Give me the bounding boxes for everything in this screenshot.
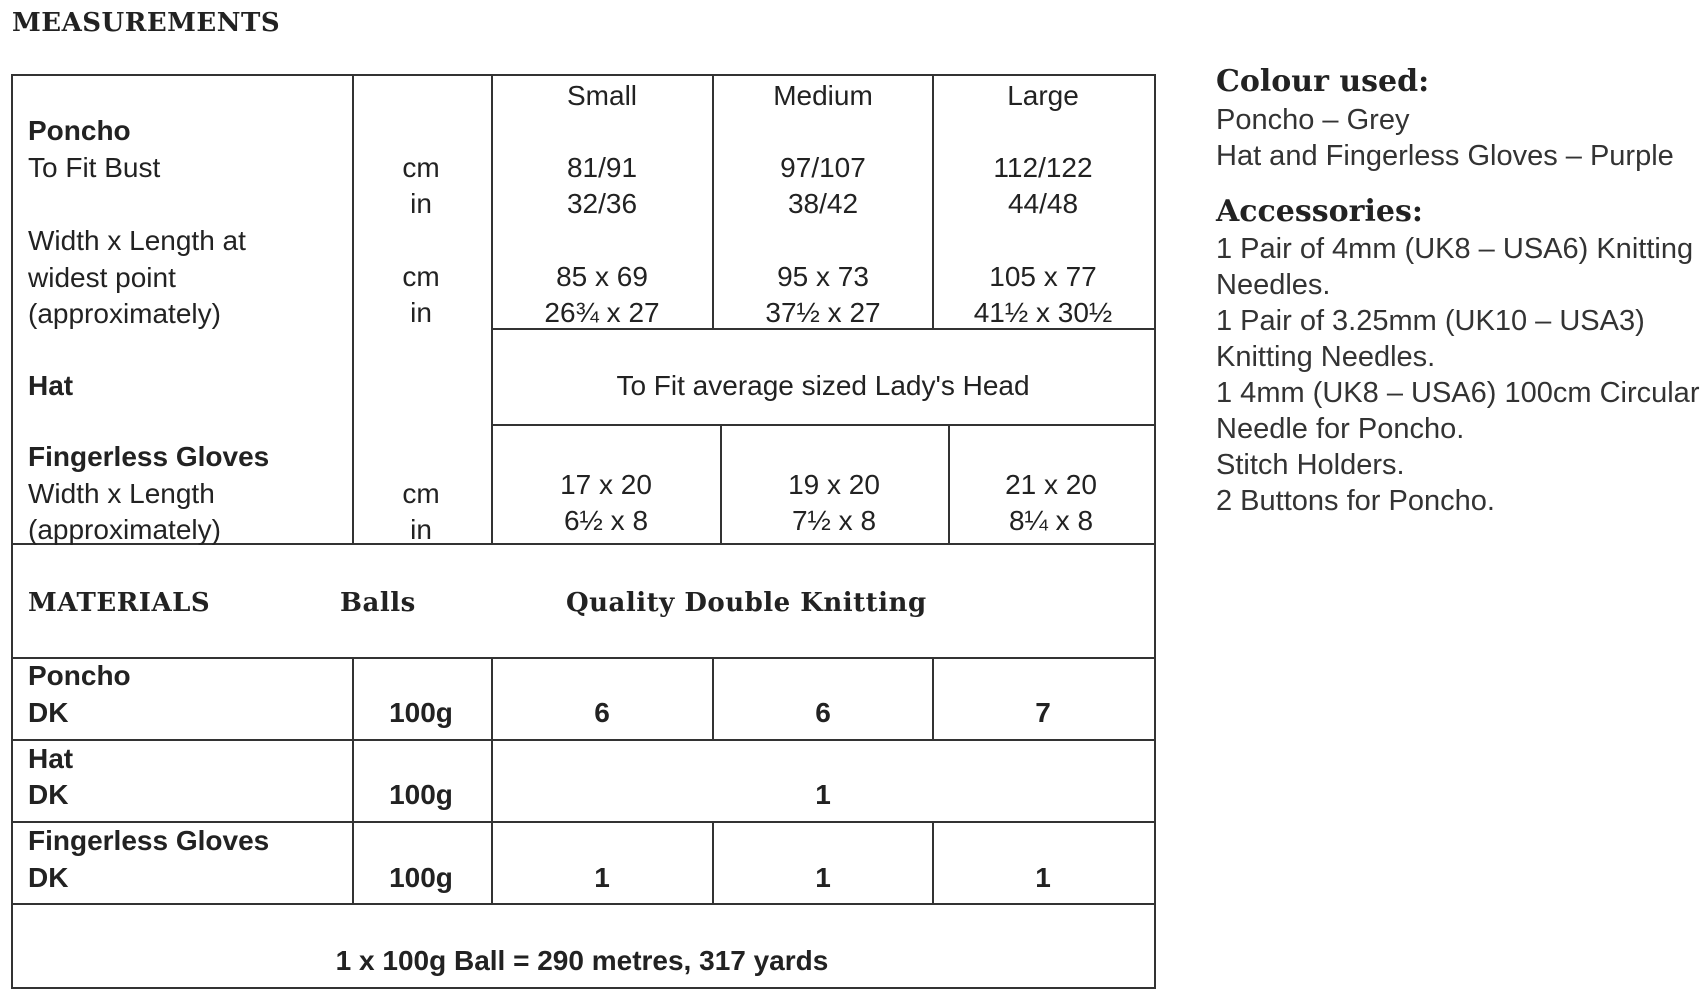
size-header-large: Large	[1007, 80, 1079, 111]
accessory-line: Knitting Needles.	[1216, 341, 1436, 373]
material-row-name: Poncho	[28, 660, 131, 691]
material-row-yarn: DK	[28, 697, 69, 728]
accessory-line: 2 Buttons for Poncho.	[1216, 485, 1495, 517]
unit-in: in	[410, 188, 432, 219]
bust-in-medium: 38/42	[787, 188, 859, 219]
poncho-bust-label: To Fit Bust	[28, 152, 161, 183]
quality-label: Quality Double Knitting	[566, 588, 927, 618]
gloves-cm-small: 17 x 20	[560, 469, 652, 500]
unit-in: in	[410, 514, 432, 545]
width-cm-medium: 95 x 73	[777, 261, 869, 292]
accessory-line: Needle for Poncho.	[1216, 413, 1465, 445]
gloves-label-1: Width x Length	[28, 478, 215, 509]
hat-heading: Hat	[28, 370, 74, 401]
accessory-line: Stitch Holders.	[1216, 449, 1405, 481]
accessories-heading: Accessories:	[1216, 194, 1423, 229]
poncho-heading: Poncho	[28, 115, 131, 146]
material-value-small: 1	[594, 862, 610, 893]
unit-cm: cm	[402, 152, 440, 183]
material-row-yarn: DK	[28, 779, 69, 810]
accessory-line: 1 Pair of 3.25mm (UK10 – USA3)	[1216, 305, 1645, 337]
material-value-medium: 1	[815, 862, 831, 893]
poncho-width-label-2: widest point	[28, 262, 176, 293]
poncho-width-label-3: (approximately)	[28, 298, 221, 329]
width-cm-large: 105 x 77	[989, 261, 1097, 292]
accessory-line: 1 Pair of 4mm (UK8 – USA6) Knitting	[1216, 233, 1694, 265]
bust-cm-medium: 97/107	[780, 152, 866, 183]
material-value-medium: 6	[815, 697, 831, 728]
width-in-medium: 37½ x 27	[765, 297, 881, 328]
colour-line: Hat and Fingerless Gloves – Purple	[1216, 140, 1674, 172]
gloves-in-medium: 7½ x 8	[791, 505, 877, 536]
material-value-small: 6	[594, 697, 610, 728]
material-value-large: 1	[1035, 862, 1051, 893]
material-row-weight: 100g	[389, 697, 453, 728]
bust-cm-large: 112/122	[993, 152, 1093, 183]
material-row-name: Hat	[28, 743, 74, 774]
size-header-small: Small	[566, 80, 638, 111]
balls-label: Balls	[340, 588, 416, 618]
width-in-large: 41½ x 30½	[973, 297, 1113, 328]
colour-line: Poncho – Grey	[1216, 104, 1410, 136]
material-row-yarn: DK	[28, 862, 69, 893]
gloves-label-2: (approximately)	[28, 514, 221, 545]
bust-in-large: 44/48	[1007, 188, 1079, 219]
gloves-in-large: 8¼ x 8	[1008, 505, 1094, 536]
poncho-width-label-1: Width x Length at	[28, 225, 246, 256]
bust-cm-small: 81/91	[566, 152, 638, 183]
material-row-name: Fingerless Gloves	[28, 825, 270, 856]
width-in-small: 26¾ x 27	[544, 297, 660, 328]
material-value-large: 7	[1035, 697, 1051, 728]
unit-cm: cm	[402, 478, 440, 509]
accessory-line: Needles.	[1216, 269, 1331, 301]
gloves-cm-medium: 19 x 20	[788, 469, 880, 500]
bust-in-small: 32/36	[566, 188, 638, 219]
unit-cm: cm	[402, 261, 440, 292]
ball-yardage-note: 1 x 100g Ball = 290 metres, 317 yards	[335, 945, 829, 976]
materials-heading: MATERIALS	[28, 588, 211, 618]
size-header-medium: Medium	[773, 80, 873, 111]
page-title: MEASUREMENTS	[12, 8, 281, 38]
width-cm-small: 85 x 69	[556, 261, 648, 292]
material-row-weight: 100g	[389, 779, 453, 810]
gloves-cm-large: 21 x 20	[1005, 469, 1097, 500]
colour-heading: Colour used:	[1216, 64, 1430, 99]
gloves-in-small: 6½ x 8	[563, 505, 649, 536]
material-row-weight: 100g	[389, 862, 453, 893]
accessory-line: 1 4mm (UK8 – USA6) 100cm Circular	[1216, 377, 1700, 409]
material-value-all: 1	[815, 779, 831, 810]
hat-fit-text: To Fit average sized Lady's Head	[616, 370, 1030, 401]
gloves-heading: Fingerless Gloves	[28, 441, 270, 472]
unit-in: in	[410, 297, 432, 328]
